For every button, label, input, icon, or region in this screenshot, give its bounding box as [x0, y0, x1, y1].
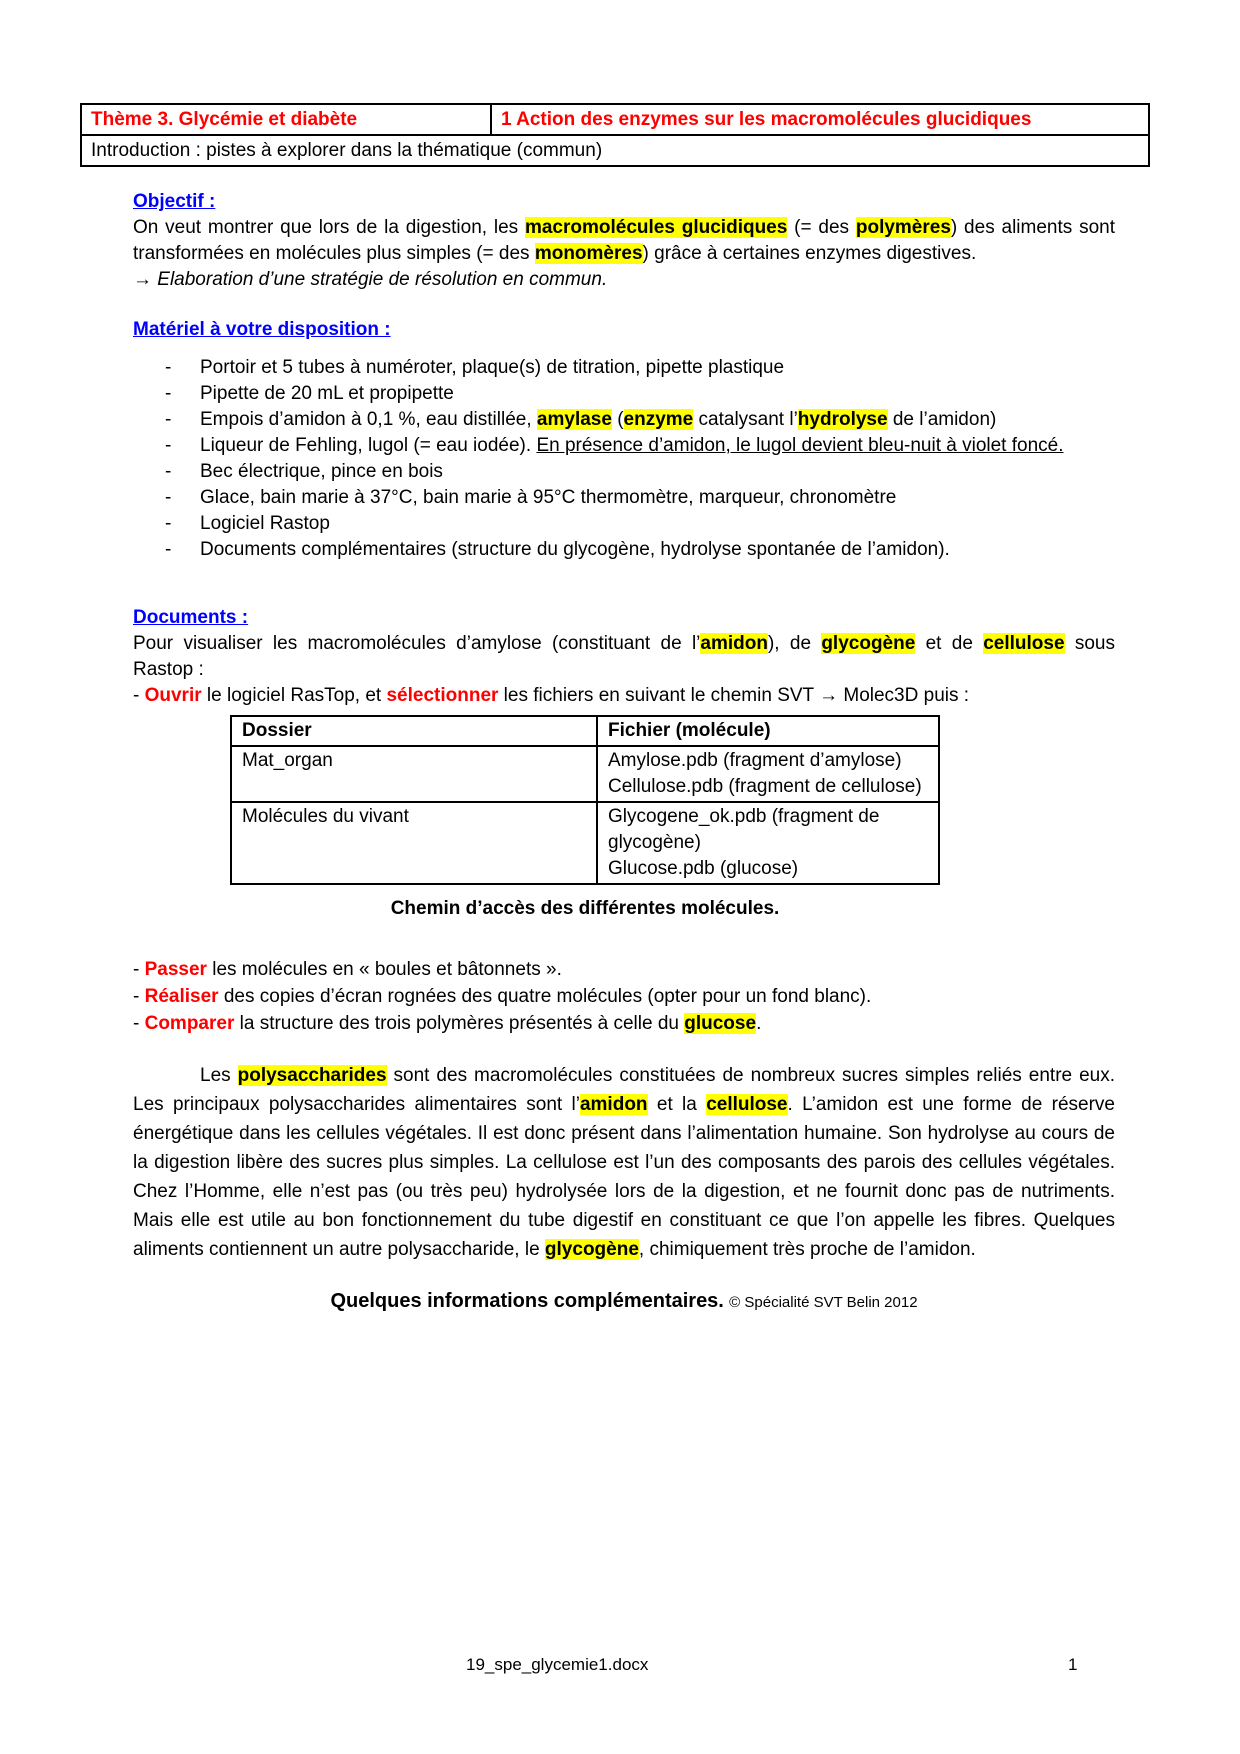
underlined-note: En présence d’amidon, le lugol devient bleu-nuit à violet foncé.: [536, 435, 1064, 456]
list-item-text: [200, 511, 1115, 537]
fichier-cell: [597, 802, 939, 884]
highlighted-term: polymères: [855, 217, 951, 238]
list-item: [133, 511, 1115, 537]
theme-title: Thème 3. Glycémie et diabète: [81, 104, 491, 135]
instruction-verb: Comparer: [144, 1013, 235, 1034]
highlighted-term: cellulose: [706, 1094, 788, 1115]
files-table-block: [230, 715, 940, 922]
intro-subtitle: Introduction : pistes à explorer dans la thématique (commun): [81, 135, 1149, 166]
title-table: [80, 103, 1150, 167]
list-dash: -: [165, 357, 172, 378]
text-segment: , chimiquement très proche de l’amidon.: [638, 1239, 976, 1260]
text-segment: Liqueur de Fehling, lugol (= eau iodée).: [200, 435, 537, 456]
highlighted-term: glycogène: [544, 1239, 639, 1260]
files-header-dossier: Dossier: [231, 716, 597, 746]
materiel-list: [133, 355, 1115, 563]
list-dash: -: [165, 435, 172, 456]
list-item-text: [200, 407, 1115, 433]
closing-credit: © Spécialité SVT Belin 2012: [729, 1294, 918, 1311]
page-content: [91, 103, 1115, 1313]
objectif-paragraph: [133, 215, 1115, 267]
documents-heading: Documents :: [133, 607, 249, 628]
instruction-verb: Ouvrir: [144, 685, 202, 706]
text-segment: (= des: [787, 217, 856, 238]
list-dash: -: [165, 461, 172, 482]
dossier-cell: Molécules du vivant: [231, 802, 597, 884]
list-item: [133, 433, 1115, 459]
list-item: [133, 381, 1115, 407]
list-item: [133, 485, 1115, 511]
list-item: [133, 459, 1115, 485]
list-item-text: [200, 381, 1115, 407]
highlighted-term: glycogène: [821, 633, 916, 654]
text-segment: le logiciel RasTop, et: [201, 685, 387, 706]
ouvrir-line: [133, 683, 1115, 709]
table-row: [231, 802, 939, 884]
list-dash: -: [165, 409, 172, 430]
list-item-text: [200, 459, 1115, 485]
objectif-heading: Objectif :: [133, 191, 216, 212]
highlighted-term: hydrolyse: [797, 409, 888, 430]
list-dash: -: [165, 383, 172, 404]
table-caption: Chemin d’accès des différentes molécules.: [390, 898, 780, 919]
highlighted-term: glucose: [684, 1013, 757, 1034]
text-segment: Portoir et 5 tubes à numéroter, plaque(s) de titration, pipette plastique: [200, 357, 785, 378]
list-item-text: [200, 537, 1115, 563]
text-segment: ) grâce à certaines enzymes digestives.: [642, 243, 977, 264]
text-segment: Les: [200, 1065, 238, 1086]
highlighted-term: monomères: [534, 243, 643, 264]
text-segment: -: [133, 986, 145, 1007]
strategy-line: [133, 267, 1115, 293]
files-header-fichier: Fichier (molécule): [597, 716, 939, 746]
instruction-verb: Passer: [144, 959, 207, 980]
text-segment: Logiciel Rastop: [200, 513, 330, 534]
fichier-line: Amylose.pdb (fragment d’amylose): [608, 750, 902, 771]
text-segment: ) des aliments sont transformées en molécules plus simples (= des: [133, 217, 1115, 264]
list-item: [133, 537, 1115, 563]
actions-block: [133, 956, 1115, 1037]
text-segment: -: [133, 685, 145, 706]
documents-intro: [133, 631, 1115, 683]
text-segment: .: [756, 1013, 762, 1034]
text-segment: Molec3D puis :: [838, 685, 970, 706]
list-item-text: [200, 485, 1115, 511]
text-segment: Glace, bain marie à 37°C, bain marie à 95°C thermomètre, marqueur, chronomètre: [200, 487, 897, 508]
list-dash: -: [165, 513, 172, 534]
list-dash: -: [165, 487, 172, 508]
materiel-heading: Matériel à votre disposition :: [133, 319, 391, 340]
action-line: [133, 956, 1115, 983]
activity-title: 1 Action des enzymes sur les macromolécules glucidiques: [491, 104, 1149, 135]
highlighted-term: amidon: [700, 633, 768, 654]
list-item-text: [200, 433, 1115, 459]
text-segment: sous Rastop :: [133, 633, 1115, 680]
text-segment: les molécules en « boules et bâtonnets ».: [206, 959, 562, 980]
text-segment: Empois d’amidon à 0,1 %, eau distillée,: [200, 409, 537, 430]
text-segment: la structure des trois polymères présentés à celle du: [234, 1013, 685, 1034]
highlighted-term: amylase: [536, 409, 612, 430]
text-segment: On veut montrer que lors de la digestion, les: [133, 217, 525, 238]
fichier-line: Glycogene_ok.pdb (fragment de glycogène): [608, 806, 880, 853]
arrow-glyph: →: [133, 269, 158, 290]
footer-filename: 19_spe_glycemie1.docx: [466, 1655, 649, 1674]
polysaccharides-paragraph: [133, 1061, 1115, 1264]
italic-note: Elaboration d’une stratégie de résolution en commun.: [157, 269, 608, 290]
instruction-verb: Réaliser: [144, 986, 219, 1007]
text-segment: . L’amidon est une forme de réserve énergétique dans les cellules végétales. Il est donc présent dans l’alimentation humaine. Son hydrolyse au cours de la digestion libère des sucres plus simples. La cellulose est l’un des composants des parois des cellules végétales. Chez l’Homme, elle n’est pas (ou très peu) hydrolysée lors de la digestion, et ne fournit donc pas de nutriments. Mais elle est utile au bon fonctionnement du tube digestif en constituant ce que l’on appelle les fibres. Quelques aliments contiennent un autre polysaccharide, le: [133, 1094, 1115, 1260]
highlighted-term: polysaccharides: [237, 1065, 387, 1086]
highlighted-term: enzyme: [623, 409, 694, 430]
fichier-line: Cellulose.pdb (fragment de cellulose): [608, 776, 922, 797]
text-segment: -: [133, 1013, 145, 1034]
table-row: [231, 746, 939, 802]
list-item-text: [200, 355, 1115, 381]
text-segment: sont des macromolécules constituées de nombreux sucres simples reliés entre eux. Les principaux polysaccharides alimentaires sont l’: [133, 1065, 1115, 1115]
list-item: [133, 407, 1115, 433]
text-segment: de l’amidon): [887, 409, 997, 430]
action-line: [133, 983, 1115, 1010]
closing-line: [133, 1290, 1115, 1313]
text-segment: (: [611, 409, 624, 430]
text-segment: Bec électrique, pince en bois: [200, 461, 443, 482]
text-segment: -: [133, 959, 145, 980]
text-segment: et la: [647, 1094, 707, 1115]
fichier-line: Glucose.pdb (glucose): [608, 858, 799, 879]
action-line: [133, 1010, 1115, 1037]
text-segment: des copies d’écran rognées des quatre molécules (opter pour un fond blanc).: [218, 986, 872, 1007]
text-segment: les fichiers en suivant le chemin SVT: [498, 685, 820, 706]
dossier-cell: Mat_organ: [231, 746, 597, 802]
closing-title: Quelques informations complémentaires.: [330, 1290, 724, 1312]
text-segment: ), de: [767, 633, 822, 654]
text-segment: et de: [915, 633, 984, 654]
instruction-verb: sélectionner: [386, 685, 499, 706]
list-dash: -: [165, 539, 172, 560]
fichier-cell: [597, 746, 939, 802]
text-segment: catalysant l’: [693, 409, 798, 430]
files-table: [230, 715, 940, 885]
arrow-glyph: →: [819, 685, 839, 706]
text-segment: Pipette de 20 mL et propipette: [200, 383, 454, 404]
highlighted-term: amidon: [579, 1094, 648, 1115]
footer-page-number: 1: [1068, 1655, 1078, 1674]
text-segment: Documents complémentaires (structure du glycogène, hydrolyse spontanée de l’amidon).: [200, 539, 950, 560]
list-item: [133, 355, 1115, 381]
highlighted-term: macromolécules glucidiques: [524, 217, 788, 238]
text-segment: Pour visualiser les macromolécules d’amylose (constituant de l’: [133, 633, 701, 654]
highlighted-term: cellulose: [983, 633, 1065, 654]
